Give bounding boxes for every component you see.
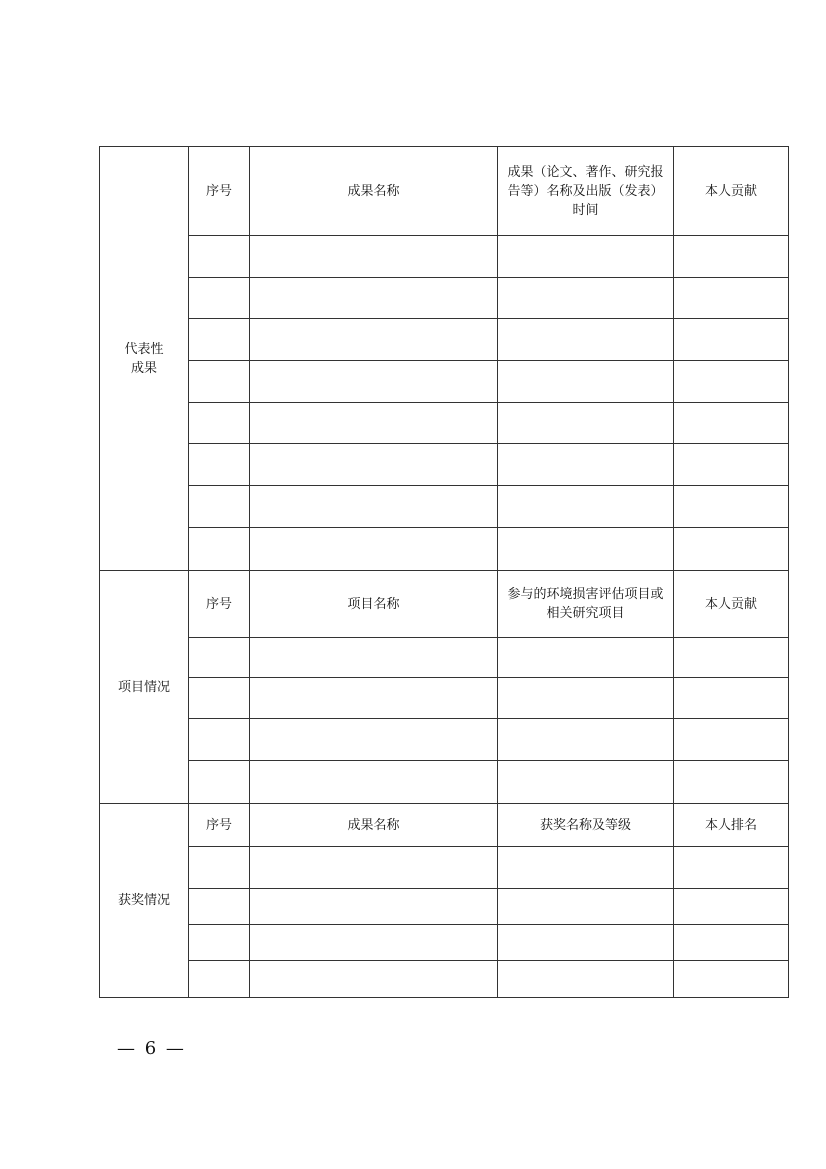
table-row — [100, 486, 789, 528]
page-number: — 6 — — [117, 1038, 186, 1059]
cell-index[interactable] — [189, 678, 250, 719]
cell-name[interactable] — [250, 925, 498, 961]
cell-index[interactable] — [189, 278, 250, 319]
cell-index[interactable] — [189, 889, 250, 925]
cell-detail[interactable] — [498, 236, 674, 278]
table-row — [100, 678, 789, 719]
cell-name[interactable] — [250, 678, 498, 719]
cell-contribution[interactable] — [674, 444, 789, 486]
cell-name[interactable] — [250, 961, 498, 998]
cell-contribution[interactable] — [674, 889, 789, 925]
cell-detail[interactable] — [498, 361, 674, 403]
table-row — [100, 961, 789, 998]
cell-detail[interactable] — [498, 961, 674, 998]
section-label: 项目情况 — [100, 571, 189, 804]
column-header-name: 项目名称 — [250, 571, 498, 638]
table-row — [100, 719, 789, 761]
cell-detail[interactable] — [498, 678, 674, 719]
cell-detail[interactable] — [498, 403, 674, 444]
column-header-contribution: 本人贡献 — [674, 571, 789, 638]
cell-name[interactable] — [250, 889, 498, 925]
column-header-index: 序号 — [189, 804, 250, 847]
cell-index[interactable] — [189, 638, 250, 678]
cell-index[interactable] — [189, 961, 250, 998]
cell-index[interactable] — [189, 444, 250, 486]
column-header-index: 序号 — [189, 571, 250, 638]
cell-name[interactable] — [250, 236, 498, 278]
cell-detail[interactable] — [498, 486, 674, 528]
cell-contribution[interactable] — [674, 278, 789, 319]
cell-detail[interactable] — [498, 638, 674, 678]
section-header-row — [100, 571, 789, 638]
table-row — [100, 236, 789, 278]
cell-index[interactable] — [189, 528, 250, 571]
cell-index[interactable] — [189, 319, 250, 361]
table-row — [100, 403, 789, 444]
table-row — [100, 319, 789, 361]
cell-contribution[interactable] — [674, 361, 789, 403]
cell-detail[interactable] — [498, 847, 674, 889]
cell-detail[interactable] — [498, 889, 674, 925]
table-row — [100, 528, 789, 571]
cell-contribution[interactable] — [674, 528, 789, 571]
cell-index[interactable] — [189, 236, 250, 278]
cell-index[interactable] — [189, 847, 250, 889]
cell-contribution[interactable] — [674, 678, 789, 719]
cell-name[interactable] — [250, 761, 498, 804]
achievement-form-table — [99, 146, 789, 998]
column-header-detail: 参与的环境损害评估项目或相关研究项目 — [498, 571, 674, 638]
section-label: 获奖情况 — [100, 804, 189, 998]
cell-contribution[interactable] — [674, 403, 789, 444]
column-header-detail: 成果（论文、著作、研究报告等）名称及出版（发表）时间 — [498, 147, 674, 236]
cell-contribution[interactable] — [674, 761, 789, 804]
cell-contribution[interactable] — [674, 961, 789, 998]
cell-index[interactable] — [189, 486, 250, 528]
table-row — [100, 925, 789, 961]
cell-name[interactable] — [250, 528, 498, 571]
column-header-contribution: 本人贡献 — [674, 147, 789, 236]
cell-name[interactable] — [250, 278, 498, 319]
column-header-name: 成果名称 — [250, 804, 498, 847]
cell-detail[interactable] — [498, 719, 674, 761]
cell-name[interactable] — [250, 847, 498, 889]
cell-name[interactable] — [250, 638, 498, 678]
table-row — [100, 444, 789, 486]
section-label: 代表性 成果 — [100, 147, 189, 571]
table-row — [100, 847, 789, 889]
cell-index[interactable] — [189, 403, 250, 444]
cell-detail[interactable] — [498, 761, 674, 804]
cell-name[interactable] — [250, 486, 498, 528]
cell-contribution[interactable] — [674, 925, 789, 961]
cell-name[interactable] — [250, 403, 498, 444]
column-header-name: 成果名称 — [250, 147, 498, 236]
cell-name[interactable] — [250, 319, 498, 361]
cell-index[interactable] — [189, 925, 250, 961]
table-row — [100, 761, 789, 804]
table-row — [100, 278, 789, 319]
cell-name[interactable] — [250, 361, 498, 403]
section-header-row — [100, 804, 789, 847]
cell-detail[interactable] — [498, 925, 674, 961]
table-row — [100, 361, 789, 403]
cell-detail[interactable] — [498, 528, 674, 571]
cell-contribution[interactable] — [674, 319, 789, 361]
column-header-index: 序号 — [189, 147, 250, 236]
column-header-detail: 获奖名称及等级 — [498, 804, 674, 847]
table-row — [100, 889, 789, 925]
cell-index[interactable] — [189, 719, 250, 761]
cell-contribution[interactable] — [674, 236, 789, 278]
cell-index[interactable] — [189, 361, 250, 403]
cell-name[interactable] — [250, 719, 498, 761]
cell-detail[interactable] — [498, 278, 674, 319]
cell-contribution[interactable] — [674, 486, 789, 528]
cell-contribution[interactable] — [674, 847, 789, 889]
table-row — [100, 638, 789, 678]
section-header-row — [100, 147, 789, 236]
cell-name[interactable] — [250, 444, 498, 486]
cell-detail[interactable] — [498, 319, 674, 361]
cell-detail[interactable] — [498, 444, 674, 486]
cell-contribution[interactable] — [674, 719, 789, 761]
cell-contribution[interactable] — [674, 638, 789, 678]
cell-index[interactable] — [189, 761, 250, 804]
column-header-contribution: 本人排名 — [674, 804, 789, 847]
